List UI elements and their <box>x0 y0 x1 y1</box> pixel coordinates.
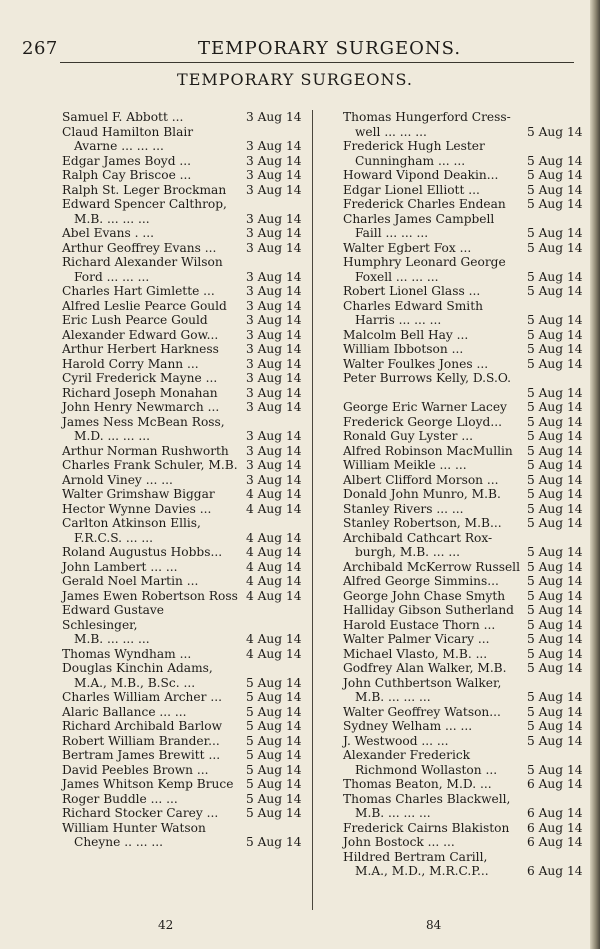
roster-entry <box>62 792 304 807</box>
surgeon-name: Claud Hamilton Blair <box>62 124 194 139</box>
commission-date: 5 Aug 14 <box>527 588 583 603</box>
commission-date: 3 Aug 14 <box>246 458 302 472</box>
roster-entry <box>62 719 304 734</box>
roster-entry <box>62 444 304 459</box>
roster-entry <box>343 139 585 168</box>
surgeon-name-continued: Cheyne .. ... ... <box>74 835 163 849</box>
surgeon-name: Arthur Herbert Harkness <box>62 342 219 356</box>
roster-entry <box>62 560 304 575</box>
roster-entry <box>62 386 304 401</box>
roster-entry <box>343 647 585 662</box>
surgeon-name: Alfred Robinson MacMullin <box>343 443 513 458</box>
roster-entry <box>343 241 585 256</box>
surgeon-name: Alexander Edward Gow... <box>62 327 219 342</box>
roster-entry <box>62 125 304 154</box>
roster-entry <box>343 502 585 517</box>
roster-entry <box>343 197 585 212</box>
commission-date: 5 Aug 14 <box>527 661 583 675</box>
column-divider <box>312 110 313 910</box>
commission-date: 3 Aug 14 <box>246 371 302 385</box>
roster-entry <box>62 357 304 372</box>
surgeon-name: Alexander Frederick <box>343 748 471 762</box>
commission-date: 3 Aug 14 <box>246 240 302 255</box>
roster-entry <box>62 371 304 386</box>
surgeon-name: Frederick George Lloyd... <box>343 414 502 429</box>
commission-date: 3 Aug 14 <box>246 356 302 371</box>
commission-date: 5 Aug 14 <box>527 385 583 400</box>
roster-entry <box>343 299 585 328</box>
commission-date: 3 Aug 14 <box>246 284 302 298</box>
roster-entry <box>62 183 304 198</box>
roster-entry <box>343 618 585 633</box>
roster-entry <box>62 516 304 545</box>
commission-date: 6 Aug 14 <box>527 820 583 835</box>
surgeon-name: George John Chase Smyth <box>343 588 506 603</box>
commission-date: 5 Aug 14 <box>527 284 583 298</box>
commission-date: 3 Aug 14 <box>246 472 302 487</box>
roster-entry <box>343 705 585 720</box>
commission-date: 5 Aug 14 <box>527 516 583 530</box>
surgeon-name: Stanley Robertson, M.B... <box>343 516 502 530</box>
surgeon-name: Hector Wynne Davies ... <box>62 501 212 516</box>
commission-date: 6 Aug 14 <box>527 835 583 849</box>
roster-entry <box>343 821 585 836</box>
surgeon-name: James Ewen Robertson Ross <box>62 588 238 603</box>
surgeon-name-continued: Avarne ... ... ... <box>74 139 164 153</box>
surgeon-name-continued: Richmond Wollaston ... <box>355 762 498 777</box>
surgeon-name: Alaric Ballance ... ... <box>62 704 187 719</box>
commission-date: 5 Aug 14 <box>527 762 583 777</box>
commission-date: 5 Aug 14 <box>527 197 583 211</box>
surgeon-name: Frederick Cairns Blakiston <box>343 820 510 835</box>
commission-date: 5 Aug 14 <box>527 182 583 197</box>
commission-date: 5 Aug 14 <box>527 443 583 458</box>
surgeon-name: John Bostock ... ... <box>343 835 455 849</box>
commission-date: 5 Aug 14 <box>527 704 583 719</box>
commission-date: 3 Aug 14 <box>246 429 302 443</box>
commission-date: 4 Aug 14 <box>246 574 302 588</box>
commission-date: 6 Aug 14 <box>527 864 583 878</box>
roster-entry <box>343 531 585 560</box>
commission-date: 5 Aug 14 <box>527 487 583 501</box>
header-rule <box>60 62 574 63</box>
roster-entry <box>62 197 304 226</box>
surgeon-name: Charles Edward Smith <box>343 298 483 313</box>
surgeon-name-continued: Harris ... ... ... <box>355 313 442 327</box>
roster-entry <box>62 603 304 647</box>
surgeon-name: Hildred Bertram Carill, <box>343 849 488 864</box>
surgeon-name: Gerald Noel Martin ... <box>62 574 199 588</box>
surgeon-name: Malcolm Bell Hay ... <box>343 327 469 342</box>
commission-date: 5 Aug 14 <box>246 835 302 849</box>
right-column <box>343 110 585 879</box>
roster-entry <box>62 763 304 778</box>
commission-date: 3 Aug 14 <box>246 269 302 284</box>
surgeon-name: J. Westwood ... ... <box>343 733 449 748</box>
commission-date: 4 Aug 14 <box>246 559 302 574</box>
commission-date: 5 Aug 14 <box>527 501 583 516</box>
roster-entry <box>343 429 585 444</box>
commission-date: 5 Aug 14 <box>527 342 583 356</box>
commission-date: 5 Aug 14 <box>246 791 302 806</box>
surgeon-name: Charles William Archer ... <box>62 690 222 704</box>
surgeon-name: Peter Burrows Kelly, D.S.O. <box>343 371 511 385</box>
commission-date: 5 Aug 14 <box>527 269 583 284</box>
commission-date: 4 Aug 14 <box>246 588 302 603</box>
surgeon-name: Richard Joseph Monahan <box>62 385 218 400</box>
commission-date: 5 Aug 14 <box>527 603 583 617</box>
surgeon-name: James Whitson Kemp Bruce <box>62 777 234 791</box>
roster-entry <box>343 284 585 299</box>
commission-date: 5 Aug 14 <box>527 632 583 646</box>
roster-entry <box>343 676 585 705</box>
surgeon-name: Walter Geoffrey Watson... <box>343 704 501 719</box>
commission-date: 4 Aug 14 <box>246 632 302 646</box>
roster-entry <box>343 487 585 502</box>
roster-entry <box>343 458 585 473</box>
surgeon-name: Albert Clifford Morson ... <box>343 472 499 487</box>
roster-entry <box>343 342 585 357</box>
roster-entry <box>62 661 304 690</box>
commission-date: 6 Aug 14 <box>527 806 583 820</box>
surgeon-name: Robert Lionel Glass ... <box>343 284 481 298</box>
surgeon-name: William Hunter Watson <box>62 820 206 835</box>
commission-date: 5 Aug 14 <box>527 240 583 255</box>
surgeon-name: Charles Frank Schuler, M.B. <box>62 458 238 472</box>
roster-entry <box>62 154 304 169</box>
roster-entry <box>62 647 304 662</box>
surgeon-name: Thomas Charles Blackwell, <box>343 791 511 806</box>
surgeon-name: Roland Augustus Hobbs... <box>62 545 223 559</box>
commission-date: 5 Aug 14 <box>246 733 302 748</box>
roster-entry <box>343 328 585 343</box>
commission-date: 5 Aug 14 <box>527 719 583 733</box>
surgeon-name: John Cuthbertson Walker, <box>343 675 502 690</box>
surgeon-name: Roger Buddle ... ... <box>62 791 178 806</box>
page-number: 267 <box>22 38 58 59</box>
surgeon-name: Walter Foulkes Jones ... <box>343 356 489 371</box>
commission-date: 5 Aug 14 <box>527 400 583 414</box>
surgeon-name: Edward Gustave Schlesinger, <box>62 603 164 632</box>
surgeon-name: Ralph St. Leger Brockman <box>62 182 227 197</box>
surgeon-name: David Peebles Brown ... <box>62 762 209 777</box>
surgeon-name: Donald John Munro, M.B. <box>343 487 501 501</box>
surgeon-name-continued: burgh, M.B. ... ... <box>355 545 461 559</box>
surgeon-name: Archibald Cathcart Rox- <box>343 530 493 545</box>
roster-entry <box>343 560 585 575</box>
roster-entry <box>343 589 585 604</box>
surgeon-name: James Ness McBean Ross, <box>62 414 225 429</box>
surgeon-name-continued: Foxell ... ... ... <box>355 269 439 284</box>
commission-date: 4 Aug 14 <box>246 646 302 661</box>
surgeon-name: Edward Spencer Calthrop, <box>62 197 227 211</box>
surgeon-name: Frederick Charles Endean <box>343 197 506 211</box>
roster-entry <box>62 299 304 314</box>
surgeon-name: Harold Corry Mann ... <box>62 356 199 371</box>
surgeon-name: Halliday Gibson Sutherland <box>343 603 514 617</box>
commission-date: 5 Aug 14 <box>246 762 302 777</box>
surgeon-name: William Meikle ... ... <box>343 458 467 472</box>
roster-entry <box>343 777 585 792</box>
surgeon-name: Richard Stocker Carey ... <box>62 806 219 820</box>
surgeon-name: Richard Archibald Barlow <box>62 719 223 733</box>
commission-date: 3 Aug 14 <box>246 313 302 327</box>
roster-entry <box>343 444 585 459</box>
commission-date: 5 Aug 14 <box>527 124 583 139</box>
roster-entry <box>62 255 304 284</box>
roster-entry <box>62 458 304 473</box>
surgeon-name: Walter Grimshaw Biggar <box>62 487 215 501</box>
roster-entry <box>62 502 304 517</box>
surgeon-name-continued: Ford ... ... ... <box>74 269 150 284</box>
commission-date: 3 Aug 14 <box>246 110 302 124</box>
surgeon-name-continued: M.B. ... ... ... <box>74 211 150 226</box>
roster-entry <box>343 400 585 415</box>
roster-entry <box>62 748 304 763</box>
surgeon-name: Arnold Viney ... ... <box>62 472 173 487</box>
commission-date: 5 Aug 14 <box>527 153 583 168</box>
roster-entry <box>343 516 585 531</box>
surgeon-name-continued: Faill ... ... ... <box>355 226 429 240</box>
surgeon-name-continued: M.B. ... ... ... <box>74 632 150 646</box>
footer-count-left: 42 <box>158 918 174 932</box>
surgeon-name-continued: well ... ... ... <box>355 124 427 139</box>
surgeon-name: Walter Palmer Vicary ... <box>343 632 490 646</box>
roster-entry <box>62 241 304 256</box>
roster-entry <box>62 110 304 125</box>
roster-entry <box>62 574 304 589</box>
commission-date: 5 Aug 14 <box>527 458 583 472</box>
surgeon-name: Sydney Welham ... ... <box>343 719 473 733</box>
surgeon-name: Archibald McKerrow Russell <box>343 559 520 574</box>
commission-date: 6 Aug 14 <box>527 777 583 791</box>
roster-entry <box>62 473 304 488</box>
commission-date: 5 Aug 14 <box>527 327 583 342</box>
commission-date: 3 Aug 14 <box>246 298 302 313</box>
surgeon-name: Bertram James Brewitt ... <box>62 748 221 762</box>
surgeon-name: William Ibbotson ... <box>343 342 464 356</box>
surgeon-name: Arthur Geoffrey Evans ... <box>62 240 217 255</box>
roster-entry <box>343 168 585 183</box>
roster-entry <box>62 415 304 444</box>
roster-entry <box>62 342 304 357</box>
surgeon-name: Edgar James Boyd ... <box>62 153 191 168</box>
surgeon-name: Richard Alexander Wilson <box>62 255 223 269</box>
commission-date: 4 Aug 14 <box>246 501 302 516</box>
roster-entry <box>62 734 304 749</box>
roster-entry <box>62 328 304 343</box>
commission-date: 5 Aug 14 <box>246 690 302 704</box>
roster-entry <box>343 835 585 850</box>
surgeon-name-continued: M.A., M.D., M.R.C.P... <box>355 864 489 878</box>
surgeon-name-continued: M.D. ... ... ... <box>74 429 151 443</box>
roster-entry <box>62 545 304 560</box>
surgeon-name-continued: F.R.C.S. ... ... <box>74 530 154 545</box>
roster-entry <box>62 705 304 720</box>
page-edge <box>590 0 600 949</box>
commission-date: 5 Aug 14 <box>527 617 583 632</box>
surgeon-name: Alfred Leslie Pearce Gould <box>62 298 227 313</box>
commission-date: 3 Aug 14 <box>246 139 302 153</box>
roster-entry <box>343 110 585 139</box>
surgeon-name: Abel Evans . ... <box>62 226 154 240</box>
commission-date: 5 Aug 14 <box>527 545 583 559</box>
surgeon-name: Eric Lush Pearce Gould <box>62 313 208 327</box>
roster-entry <box>62 284 304 299</box>
commission-date: 5 Aug 14 <box>527 559 583 574</box>
surgeon-name: Robert William Brander... <box>62 733 220 748</box>
commission-date: 5 Aug 14 <box>527 313 583 327</box>
commission-date: 3 Aug 14 <box>246 327 302 342</box>
commission-date: 3 Aug 14 <box>246 400 302 414</box>
footer-count-right: 84 <box>426 918 442 932</box>
roster-entry <box>343 357 585 372</box>
surgeon-name: Charles Hart Gimlette ... <box>62 284 215 298</box>
surgeon-name: Michael Vlasto, M.B. ... <box>343 646 488 661</box>
surgeon-name: Ralph Cay Briscoe ... <box>62 168 192 182</box>
roster-entry <box>343 719 585 734</box>
surgeon-name: Edgar Lionel Elliott ... <box>343 182 480 197</box>
surgeon-name-continued: Cunningham ... ... <box>355 153 466 168</box>
roster-entry <box>62 806 304 821</box>
roster-entry <box>62 400 304 415</box>
surgeon-name: Arthur Norman Rushworth <box>62 443 229 458</box>
commission-date: 5 Aug 14 <box>246 704 302 719</box>
commission-date: 3 Aug 14 <box>246 443 302 458</box>
surgeon-name: Alfred George Simmins... <box>343 574 499 588</box>
commission-date: 5 Aug 14 <box>527 690 583 704</box>
roster-entry <box>343 473 585 488</box>
commission-date: 5 Aug 14 <box>527 733 583 748</box>
surgeon-name: Godfrey Alan Walker, M.B. <box>343 661 507 675</box>
surgeon-name: Humphry Leonard George <box>343 255 506 269</box>
commission-date: 5 Aug 14 <box>527 226 583 240</box>
surgeon-name: Thomas Beaton, M.D. ... <box>343 777 492 791</box>
roster-entry <box>343 748 585 777</box>
commission-date: 3 Aug 14 <box>246 153 302 168</box>
commission-date: 5 Aug 14 <box>246 777 302 791</box>
roster-entry <box>62 313 304 328</box>
roster-entry <box>62 487 304 502</box>
commission-date: 5 Aug 14 <box>527 168 583 182</box>
section-heading: TEMPORARY SURGEONS. <box>177 70 413 89</box>
commission-date: 5 Aug 14 <box>527 429 583 443</box>
surgeon-name: Howard Vipond Deakin... <box>343 168 499 182</box>
commission-date: 5 Aug 14 <box>246 675 302 690</box>
roster-entry <box>62 777 304 792</box>
commission-date: 3 Aug 14 <box>246 168 302 182</box>
roster-entry <box>343 415 585 430</box>
surgeon-name: Cyril Frederick Mayne ... <box>62 371 218 385</box>
roster-entry <box>343 603 585 618</box>
surgeon-name: Samuel F. Abbott ... <box>62 110 184 124</box>
surgeon-name: Thomas Wyndham ... <box>62 646 192 661</box>
commission-date: 4 Aug 14 <box>246 545 302 559</box>
roster-entry <box>62 690 304 705</box>
surgeon-name: John Lambert ... ... <box>62 559 178 574</box>
surgeon-name: Ronald Guy Lyster ... <box>343 429 473 443</box>
roster-entry <box>343 850 585 879</box>
roster-entry <box>62 168 304 183</box>
commission-date: 5 Aug 14 <box>527 356 583 371</box>
roster-entry <box>343 212 585 241</box>
surgeon-name: John Henry Newmarch ... <box>62 400 220 414</box>
roster-entry <box>343 632 585 647</box>
commission-date: 3 Aug 14 <box>246 342 302 356</box>
surgeon-name-continued: M.B. ... ... ... <box>355 690 431 704</box>
surgeon-name: Stanley Rivers ... ... <box>343 501 464 516</box>
surgeon-name: Charles James Campbell <box>343 211 495 226</box>
surgeon-name: George Eric Warner Lacey <box>343 400 507 414</box>
roster-entry <box>343 255 585 284</box>
running-head: TEMPORARY SURGEONS. <box>198 38 462 59</box>
roster-entry <box>62 821 304 850</box>
commission-date: 3 Aug 14 <box>246 385 302 400</box>
commission-date: 3 Aug 14 <box>246 182 302 197</box>
surgeon-name-continued: M.A., M.B., B.Sc. ... <box>74 675 196 690</box>
surgeon-name: Frederick Hugh Lester <box>343 139 485 153</box>
surgeon-name-continued: M.B. ... ... ... <box>355 806 431 820</box>
roster-entry <box>343 792 585 821</box>
surgeon-name: Douglas Kinchin Adams, <box>62 661 213 675</box>
commission-date: 5 Aug 14 <box>527 574 583 588</box>
commission-date: 5 Aug 14 <box>527 414 583 429</box>
roster-entry <box>343 661 585 676</box>
roster-entry <box>343 574 585 589</box>
commission-date: 4 Aug 14 <box>246 530 302 545</box>
commission-date: 3 Aug 14 <box>246 211 302 226</box>
left-column <box>62 110 304 850</box>
commission-date: 4 Aug 14 <box>246 487 302 501</box>
commission-date: 5 Aug 14 <box>246 806 302 820</box>
surgeon-name: Thomas Hungerford Cress- <box>343 110 511 124</box>
commission-date: 3 Aug 14 <box>246 226 302 240</box>
surgeon-name: Walter Egbert Fox ... <box>343 240 472 255</box>
commission-date: 5 Aug 14 <box>246 719 302 733</box>
roster-entry <box>343 371 585 400</box>
roster-entry <box>343 183 585 198</box>
commission-date: 5 Aug 14 <box>246 748 302 762</box>
commission-date: 5 Aug 14 <box>527 472 583 487</box>
surgeon-name: Harold Eustace Thorn ... <box>343 617 496 632</box>
surgeon-name: Carlton Atkinson Ellis, <box>62 516 201 530</box>
roster-entry <box>343 734 585 749</box>
roster-entry <box>62 226 304 241</box>
roster-entry <box>62 589 304 604</box>
commission-date: 5 Aug 14 <box>527 646 583 661</box>
